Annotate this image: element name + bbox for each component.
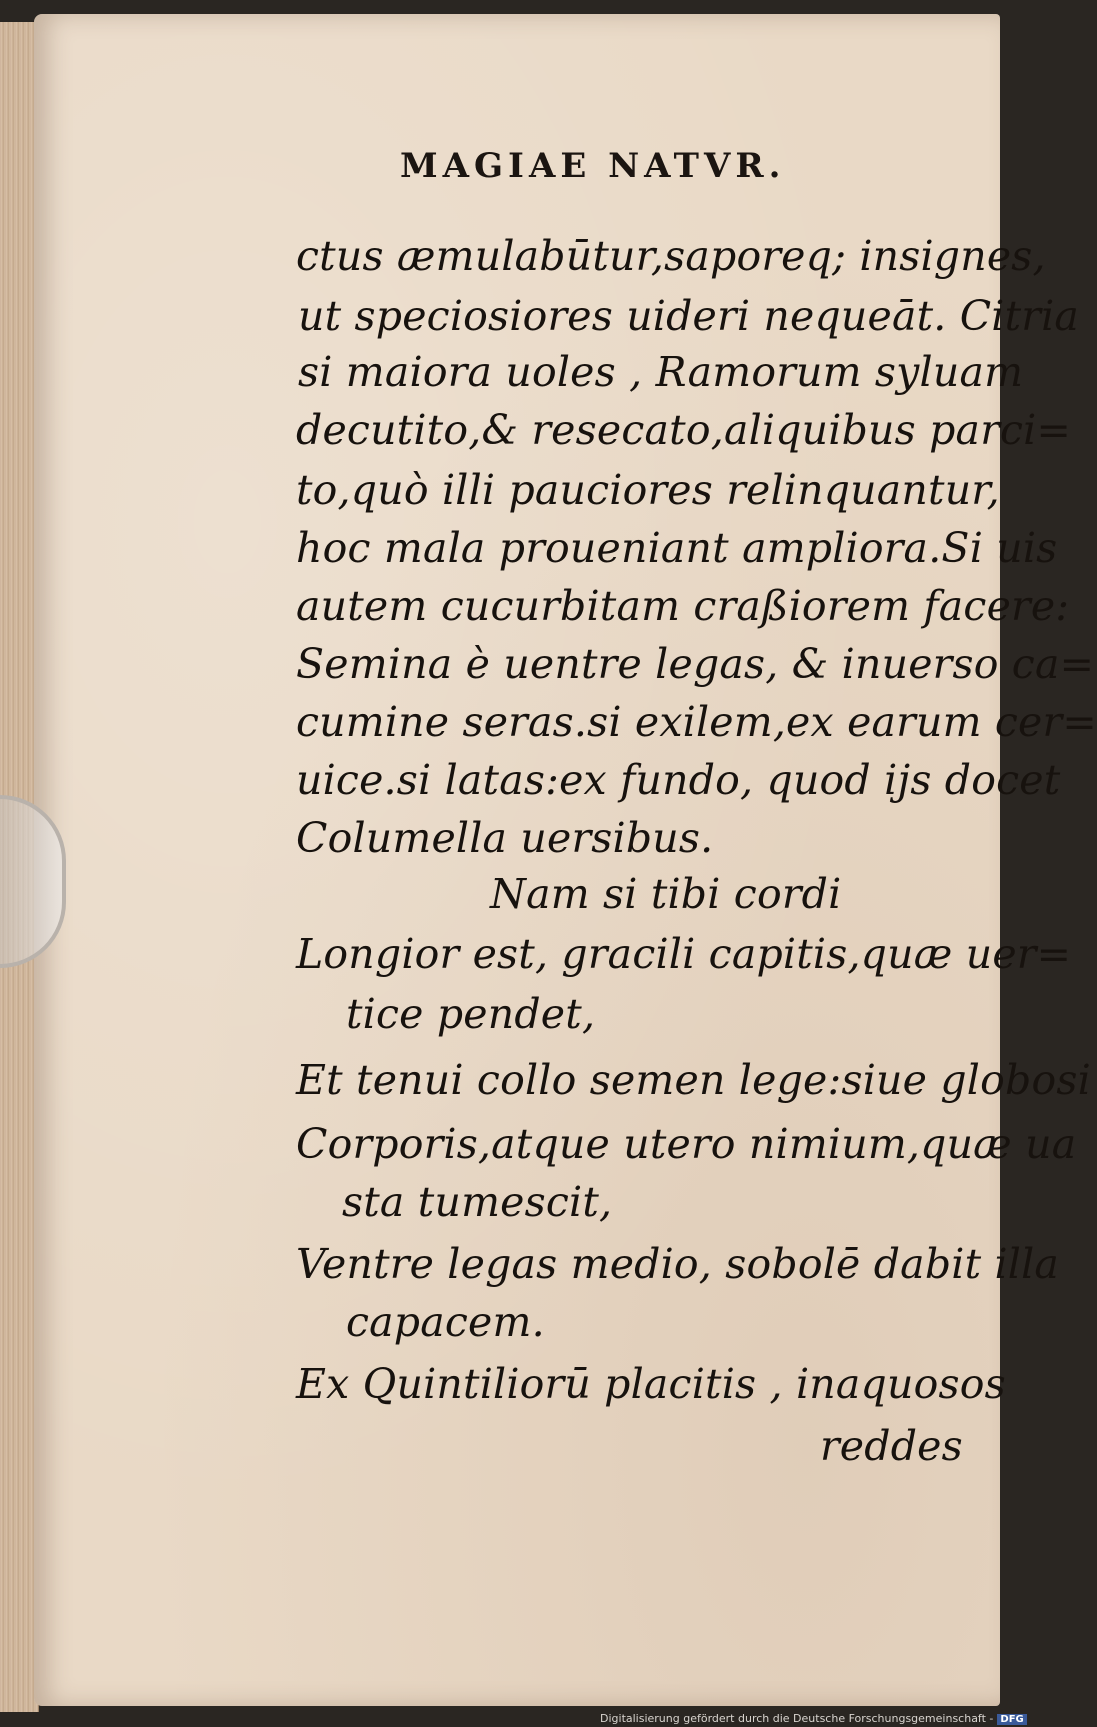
catchword: reddes <box>820 1422 963 1470</box>
text-line: autem cucurbitam craßiorem facere: <box>296 582 1070 630</box>
dfg-logo: DFG <box>997 1714 1026 1725</box>
footer-text: Digitalisierung gefördert durch die Deutsche Forschungsgemeinschaft - <box>600 1712 994 1725</box>
text-line: sta tumescit, <box>342 1178 613 1226</box>
text-line: ctus æmulabūtur,saporeq; insignes, <box>296 232 1046 280</box>
text-line: uice.si latas:ex fundo, quod ijs docet <box>296 756 1061 804</box>
text-line: si maiora uoles , Ramorum syluam <box>298 348 1024 396</box>
text-line: tice pendet, <box>346 990 596 1038</box>
text-line: hoc mala proueniant ampliora.Si uis <box>296 524 1058 572</box>
text-line: Columella uersibus. <box>296 814 714 862</box>
text-line: Longior est, gracili capitis,quæ uer= <box>296 930 1072 978</box>
text-line: Nam si tibi cordi <box>490 870 842 918</box>
running-header: MAGIAE NATVR. <box>400 146 786 186</box>
text-line: ut speciosiores uideri nequeāt. Citria <box>298 292 1080 340</box>
text-line: Ventre legas medio, sobolē dabit illa <box>296 1240 1060 1288</box>
text-line: Corporis,atque utero nimium,quæ ua <box>296 1120 1077 1168</box>
text-line: capacem. <box>346 1298 545 1346</box>
text-line: Et tenui collo semen lege:siue globosi <box>296 1056 1091 1104</box>
text-line: to,quò illi pauciores relinquantur, <box>296 466 1000 514</box>
text-line: Ex Quintiliorū placitis , inaquosos <box>296 1360 1006 1408</box>
footer-credit <box>600 1712 1027 1725</box>
text-line: cumine seras.si exilem,ex earum cer= <box>296 698 1097 746</box>
text-line: Semina è uentre legas, & inuerso ca= <box>296 640 1095 688</box>
text-line: decutito,& resecato,aliquibus parci= <box>296 406 1072 454</box>
